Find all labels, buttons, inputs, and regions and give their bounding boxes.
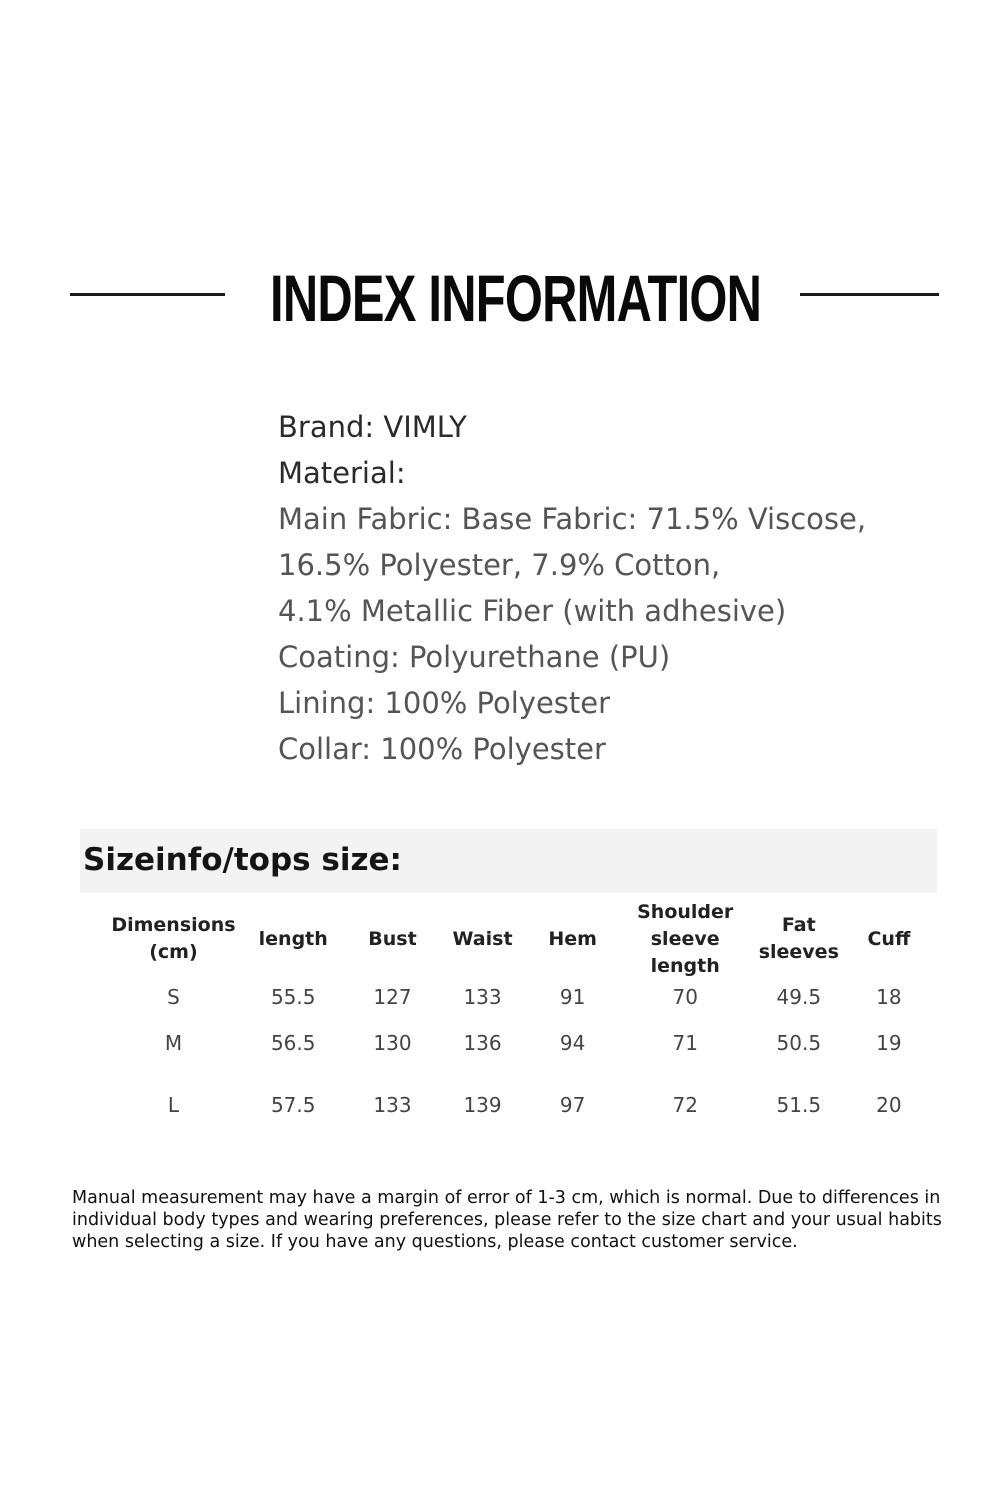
measurement-note: Manual measurement may have a margin of error of 1-3 cm, which is normal. Due to differences in individual body types and wearing preferences, please refer to the size chart and your usual habits when selecting a size. If you have any questions, please contact customer service. <box>72 1188 942 1252</box>
column-header-line: length <box>258 927 328 950</box>
column-header-line: Shoulder <box>637 900 734 923</box>
size-info-title: Sizeinfo/tops size: <box>83 842 402 878</box>
column-header <box>843 896 935 982</box>
measurement-cell: 72 <box>672 1093 698 1117</box>
column-header <box>237 896 350 982</box>
measurement-cell: 133 <box>463 985 502 1009</box>
page-title: INDEX INFORMATION <box>270 261 762 335</box>
column-header-line: Fat <box>781 914 816 936</box>
measurement-cell: 97 <box>559 1093 586 1117</box>
measurement-cell: 50.5 <box>776 1031 822 1055</box>
measurement-cell: 127 <box>373 985 412 1009</box>
size-label-cell: M <box>164 1031 183 1055</box>
table-row <box>110 982 935 1012</box>
measurement-cell: 139 <box>463 1093 502 1117</box>
measurement-cell: 49.5 <box>776 985 822 1009</box>
collar-line: Collar: 100% Polyester <box>278 732 606 766</box>
column-header-line: length <box>650 954 720 977</box>
measurement-cell: 133 <box>373 1093 412 1117</box>
size-table-body <box>110 982 935 1136</box>
measurement-cell: 56.5 <box>270 1031 316 1055</box>
table-row <box>110 1012 935 1074</box>
size-table-header-row <box>110 896 935 982</box>
column-header <box>435 896 529 982</box>
measurement-cell: 94 <box>559 1031 586 1055</box>
main-fabric-line-2: 16.5% Polyester, 7.9% Cotton, <box>278 548 721 582</box>
measurement-cell: 91 <box>559 985 586 1009</box>
measurement-cell: 57.5 <box>270 1093 316 1117</box>
product-info <box>278 404 978 772</box>
measurement-cell: 71 <box>672 1031 698 1055</box>
coating-line: Coating: Polyurethane (PU) <box>278 640 671 674</box>
main-fabric-line-3: 4.1% Metallic Fiber (with adhesive) <box>278 594 787 628</box>
title-divider-right <box>800 293 939 296</box>
column-header-line: Dimensions <box>111 914 236 936</box>
main-fabric-line-1: Main Fabric: Base Fabric: 71.5% Viscose, <box>278 502 867 536</box>
column-header <box>755 896 843 982</box>
column-header-line: (cm) <box>149 941 198 963</box>
column-header <box>350 896 436 982</box>
column-header <box>616 896 755 982</box>
column-header-line: sleeves <box>758 941 839 963</box>
measurement-cell: 70 <box>672 985 698 1009</box>
size-table <box>110 896 935 1136</box>
material-label: Material: <box>278 456 406 490</box>
column-header <box>110 896 237 982</box>
column-header-line: sleeve <box>650 927 720 950</box>
lining-line: Lining: 100% Polyester <box>278 686 611 720</box>
column-header-line: Bust <box>368 927 417 950</box>
measurement-cell: 55.5 <box>270 985 316 1009</box>
size-label-cell: L <box>167 1093 180 1117</box>
column-header-line: Waist <box>452 927 513 950</box>
measurement-cell: 136 <box>463 1031 502 1055</box>
title-divider-left <box>70 293 225 296</box>
measurement-cell: 51.5 <box>776 1093 822 1117</box>
measurement-cell: 18 <box>876 985 902 1009</box>
column-header-line: Cuff <box>867 927 911 950</box>
table-row <box>110 1074 935 1136</box>
column-header <box>530 896 616 982</box>
size-info-header <box>80 829 937 893</box>
brand-line: Brand: VIMLY <box>278 410 467 444</box>
measurement-cell: 130 <box>373 1031 412 1055</box>
column-header-line: Hem <box>548 927 597 950</box>
measurement-cell: 19 <box>876 1031 902 1055</box>
measurement-cell: 20 <box>876 1093 902 1117</box>
size-label-cell: S <box>167 985 180 1009</box>
